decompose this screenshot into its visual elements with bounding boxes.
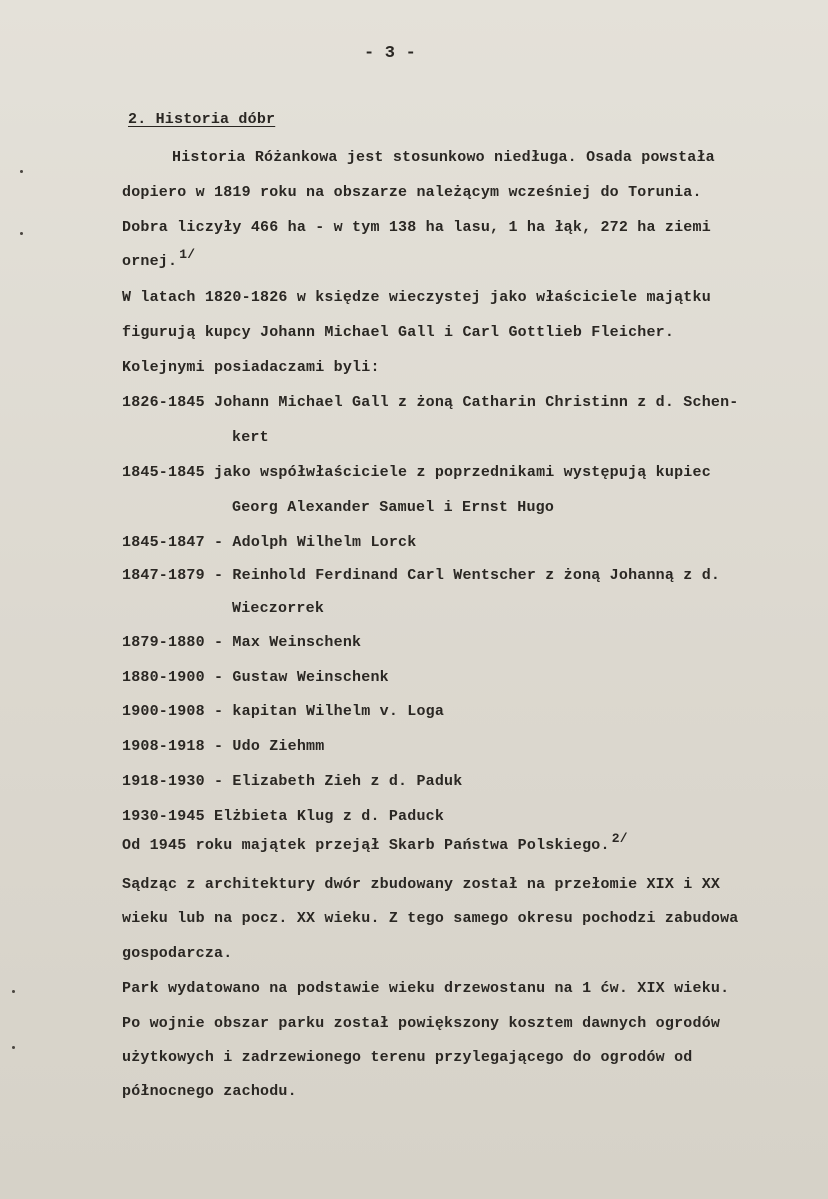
- ownership-entry-continuation: Georg Alexander Samuel i Ernst Hugo: [232, 499, 555, 516]
- margin-mark: [20, 170, 23, 173]
- margin-mark: [12, 990, 15, 993]
- text-line: Sądząc z architektury dwór zbudowany został na przełomie XIX i XX: [122, 876, 721, 893]
- page-number: - 3 -: [364, 44, 417, 63]
- ownership-entry: 1879-1880 - Max Weinschenk: [122, 634, 362, 651]
- text-line: północnego zachodu.: [122, 1083, 297, 1100]
- ownership-entry: 1847-1879 - Reinhold Ferdinand Carl Wentscher z żoną Johanną z d.: [122, 567, 721, 584]
- text-line: [122, 247, 196, 270]
- ownership-entry: 1845-1847 - Adolph Wilhelm Lorck: [122, 534, 417, 551]
- footnote-marker: 1/: [179, 247, 196, 262]
- text-line: gospodarcza.: [122, 945, 233, 962]
- text-line: Po wojnie obszar parku został powiększony kosztem dawnych ogrodów: [122, 1015, 721, 1032]
- ownership-entry: 1845-1845 jako współwłaściciele z poprzednikami występują kupiec: [122, 464, 711, 481]
- text-line-content: ornej.: [122, 253, 178, 270]
- margin-mark: [12, 1046, 15, 1049]
- text-line: użytkowych i zadrzewionego terenu przylegającego do ogrodów od: [122, 1049, 693, 1066]
- footnote-marker: 2/: [611, 831, 628, 846]
- text-line: Kolejnymi posiadaczami byli:: [122, 359, 380, 376]
- text-line: Historia Różankowa jest stosunkowo niedługa. Osada powstała: [172, 149, 715, 166]
- ownership-entry-continuation: Wieczorrek: [232, 600, 325, 617]
- text-line: Dobra liczyły 466 ha - w tym 138 ha lasu, 1 ha łąk, 272 ha ziemi: [122, 219, 711, 236]
- text-line-content: Od 1945 roku majątek przejął Skarb Państwa Polskiego.: [122, 837, 610, 854]
- text-line: W latach 1820-1826 w księdze wieczystej jako właściciele majątku: [122, 289, 711, 306]
- text-line: dopiero w 1819 roku na obszarze należącym wcześniej do Torunia.: [122, 184, 702, 201]
- margin-mark: [20, 232, 23, 235]
- ownership-entry: 1908-1918 - Udo Ziehmm: [122, 738, 325, 755]
- ownership-entry: 1930-1945 Elżbieta Klug z d. Paduck: [122, 808, 445, 825]
- text-line: wieku lub na pocz. XX wieku. Z tego samego okresu pochodzi zabudowa: [122, 910, 739, 927]
- text-line: Park wydatowano na podstawie wieku drzewostanu na 1 ćw. XIX wieku.: [122, 980, 730, 997]
- ownership-entry: 1918-1930 - Elizabeth Zieh z d. Paduk: [122, 773, 463, 790]
- ownership-entry: 1826-1845 Johann Michael Gall z żoną Catharin Christinn z d. Schen-: [122, 394, 739, 411]
- ownership-entry: 1900-1908 - kapitan Wilhelm v. Loga: [122, 703, 445, 720]
- ownership-entry: 1880-1900 - Gustaw Weinschenk: [122, 669, 389, 686]
- section-heading: 2. Historia dóbr: [128, 111, 276, 128]
- text-line: figurują kupcy Johann Michael Gall i Carl Gottlieb Fleicher.: [122, 324, 675, 341]
- ownership-entry-continuation: kert: [232, 429, 269, 446]
- text-line: [122, 831, 628, 854]
